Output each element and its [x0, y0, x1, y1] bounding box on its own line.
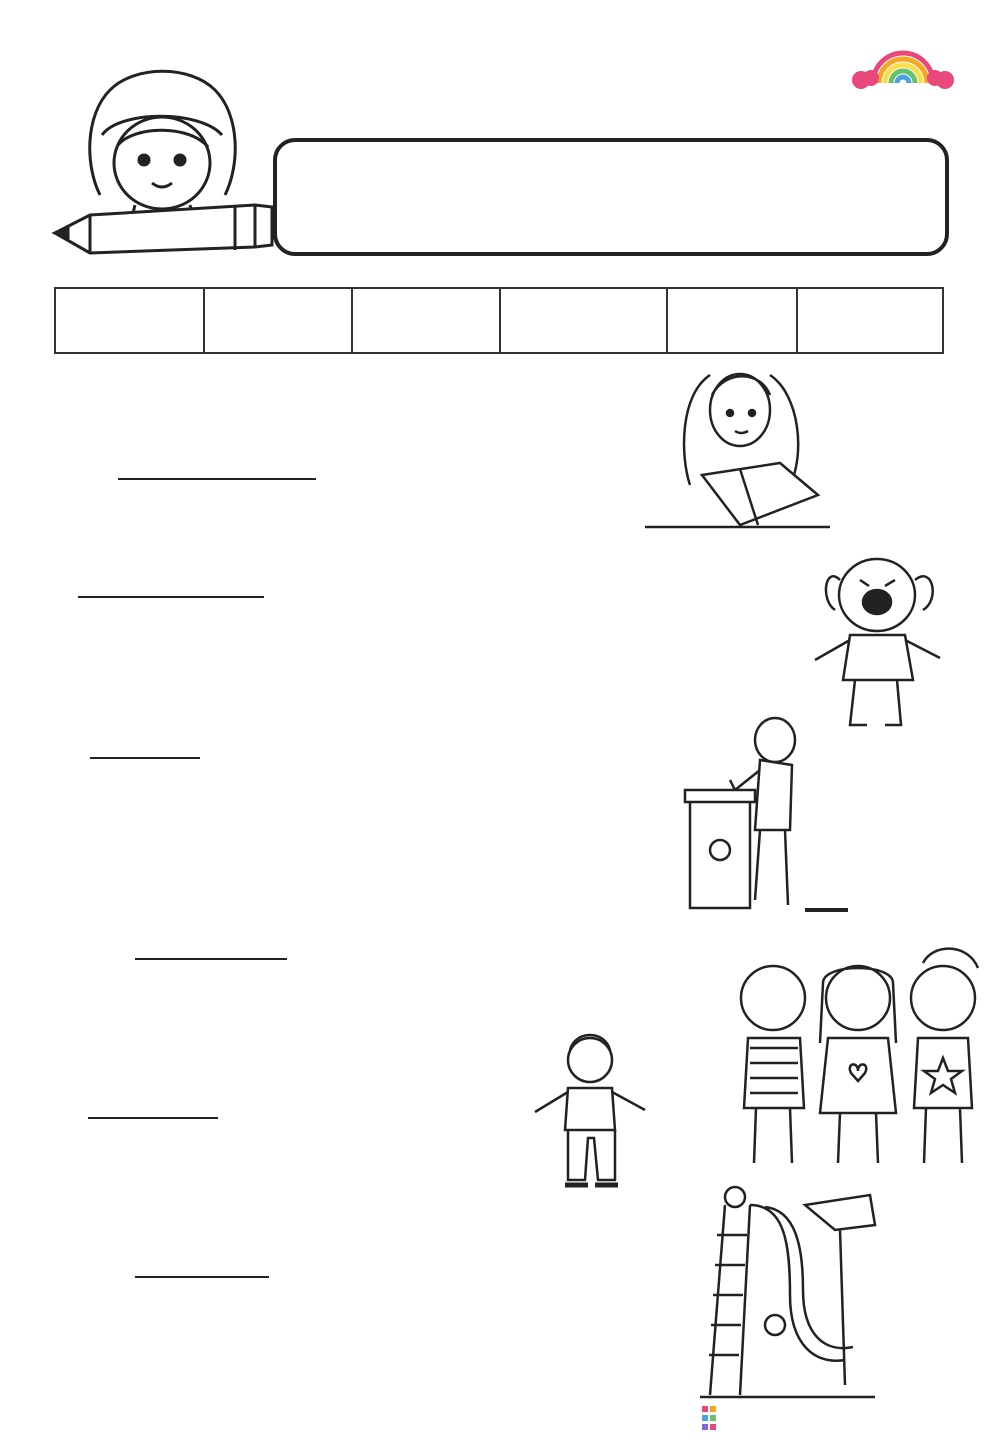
answer-blank-6[interactable]: [135, 1252, 269, 1278]
page-border-left: [0, 0, 22, 1444]
answer-blank-5[interactable]: [88, 1093, 218, 1119]
word-bank-item: [205, 289, 353, 352]
liveworksheets-logo-icon: [700, 1404, 722, 1434]
page-border-top: [0, 0, 1000, 14]
answer-blank-4[interactable]: [135, 934, 287, 960]
question-1-line-2: [118, 452, 316, 490]
word-bank-item: [56, 289, 205, 352]
word-bank-item: [353, 289, 501, 352]
question-3: [78, 731, 200, 769]
question-4-line-2: [135, 932, 287, 970]
children-on-slide-illustration: [695, 1185, 885, 1405]
crying-girl-illustration: [805, 540, 955, 735]
word-bank-table: [54, 287, 944, 354]
instruction-box: [273, 138, 949, 256]
boy-throwing-trash-illustration: [680, 710, 855, 920]
three-children-illustration: [728, 943, 990, 1168]
girl-with-pencil-illustration: [40, 55, 280, 275]
answer-blank-2[interactable]: [78, 572, 264, 598]
answer-blank-1[interactable]: [118, 454, 316, 480]
answer-blank-3[interactable]: [90, 733, 200, 759]
question-5: [78, 1091, 218, 1129]
word-bank-item: [668, 289, 798, 352]
page-border-bottom: [0, 1410, 1000, 1444]
word-bank-item: [798, 289, 942, 352]
question-2: [78, 570, 264, 608]
girl-reading-illustration: [640, 365, 840, 540]
word-bank-item: [501, 289, 668, 352]
boy-gopal-illustration: [520, 1020, 665, 1198]
watermark: [700, 1404, 722, 1434]
rainbow-icon: [843, 38, 963, 90]
question-6-line-2: [135, 1250, 269, 1288]
brand-logo: [843, 38, 963, 118]
page-border-right: [970, 0, 1000, 1444]
